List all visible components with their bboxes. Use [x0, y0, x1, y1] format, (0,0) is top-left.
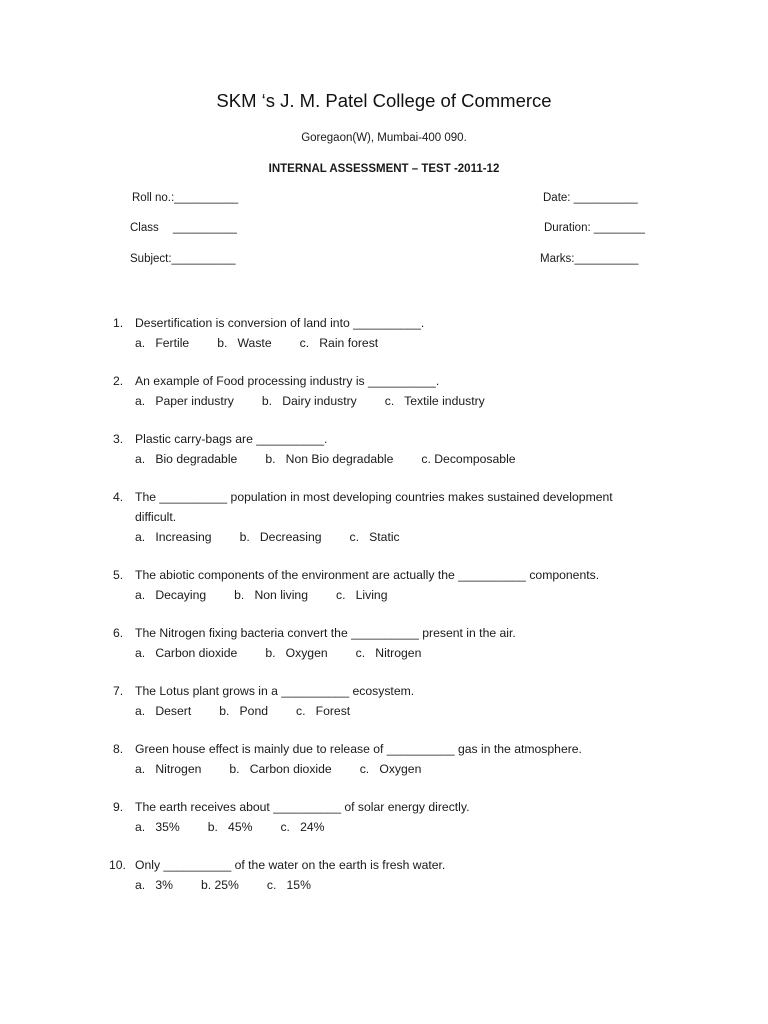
option: c. Nitrogen [355, 646, 422, 660]
option: c. Static [349, 530, 400, 544]
question-text: Only __________ of the water on the earth is fresh water. [135, 858, 446, 872]
option: b. 45% [207, 820, 253, 834]
option-row [135, 333, 653, 353]
option-row [135, 585, 653, 605]
class-label: Class [130, 222, 159, 234]
question-item [113, 487, 653, 547]
option: c. Textile industry [384, 394, 485, 408]
option: b. Decreasing [239, 530, 322, 544]
question-number: 10. [109, 858, 126, 872]
option-row [135, 817, 653, 837]
question-item [113, 565, 653, 605]
option: b. 25% [200, 878, 239, 892]
college-title: SKM ‘s J. M. Patel College of Commerce [216, 90, 552, 111]
option: c. Decomposable [421, 452, 516, 466]
option: b. Pond [219, 704, 269, 718]
option: c. Living [335, 588, 388, 602]
question-text: The abiotic components of the environment are actually the __________ components. [135, 568, 600, 582]
option: c. Oxygen [359, 762, 422, 776]
option-row [135, 391, 653, 411]
question-number: 3. [113, 432, 124, 446]
question-item [113, 429, 653, 469]
option: b. Carbon dioxide [229, 762, 332, 776]
roll-no-field: Roll no.:__________ [132, 192, 239, 204]
question-item [113, 371, 653, 411]
question-text: The earth receives about __________ of solar energy directly. [135, 800, 470, 814]
question-item [113, 623, 653, 663]
question-text: Desertification is conversion of land into __________. [135, 316, 425, 330]
option: b. Non living [234, 588, 308, 602]
option: a. Increasing [135, 530, 212, 544]
option: a. Bio degradable [135, 452, 238, 466]
question-number: 9. [113, 800, 124, 814]
college-address: Goregaon(W), Mumbai-400 090. [301, 132, 467, 144]
subject-field: Subject:__________ [130, 253, 236, 265]
option: c. 24% [280, 820, 325, 834]
question-number: 1. [113, 316, 124, 330]
question-number: 4. [113, 490, 124, 504]
marks-field: Marks:__________ [540, 253, 639, 265]
question-number: 7. [113, 684, 124, 698]
duration-field: Duration: ________ [544, 222, 646, 234]
class-blank: __________ [173, 222, 237, 234]
question-number: 8. [113, 742, 124, 756]
option: a. 35% [135, 820, 180, 834]
question-item [113, 313, 653, 353]
question-item [113, 739, 653, 779]
option-row [135, 875, 653, 895]
question-list [109, 313, 653, 913]
question-text: Green house effect is mainly due to release of __________ gas in the atmosphere. [135, 742, 582, 756]
question-number: 2. [113, 374, 124, 388]
question-item [113, 797, 653, 837]
option: b. Waste [217, 336, 272, 350]
date-field: Date: __________ [543, 192, 638, 204]
question-number: 5. [113, 568, 124, 582]
question-number: 6. [113, 626, 124, 640]
option: a. Decaying [135, 588, 207, 602]
option: b. Oxygen [265, 646, 328, 660]
question-item [113, 681, 653, 721]
question-text: The __________ population in most developing countries makes sustained development difficult. [135, 490, 613, 524]
option-row [135, 643, 653, 663]
option: a. Carbon dioxide [135, 646, 238, 660]
option: b. Non Bio degradable [265, 452, 394, 466]
question-text: The Lotus plant grows in a __________ ecosystem. [135, 684, 415, 698]
option: c. 15% [266, 878, 311, 892]
test-title: INTERNAL ASSESSMENT – TEST -2011-12 [268, 163, 500, 175]
option: c. Forest [296, 704, 351, 718]
option: a. Paper industry [135, 394, 234, 408]
question-text: An example of Food processing industry is __________. [135, 374, 440, 388]
option-row [135, 701, 653, 721]
option-row [135, 527, 653, 547]
option: a. Nitrogen [135, 762, 202, 776]
option: a. Fertile [135, 336, 190, 350]
option: a. 3% [135, 878, 173, 892]
option: b. Dairy industry [261, 394, 357, 408]
question-item [109, 855, 653, 895]
option-row [135, 449, 653, 469]
question-text: Plastic carry-bags are __________. [135, 432, 328, 446]
option: a. Desert [135, 704, 192, 718]
option-row [135, 759, 653, 779]
question-text: The Nitrogen fixing bacteria convert the __________ present in the air. [135, 626, 516, 640]
option: c. Rain forest [299, 336, 379, 350]
